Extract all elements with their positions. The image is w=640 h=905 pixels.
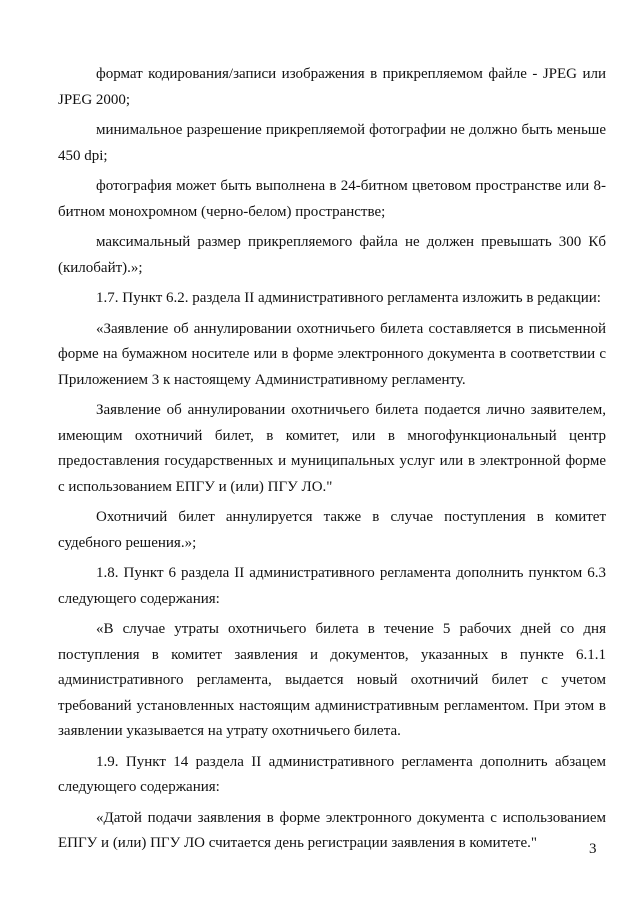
page-number: 3 (589, 841, 597, 857)
paragraph-color-space: фотография может быть выполнена в 24-битном цветовом пространстве или 8-битном монохромном (черно-белом) пространстве; (58, 178, 606, 220)
paragraph-min-resolution: минимальное разрешение прикрепляемой фотографии не должно быть меньше 450 dpi; (58, 122, 606, 164)
paragraph-clause-1-8: 1.8. Пункт 6 раздела II административного регламента дополнить пунктом 6.3 следующего содержания: (58, 565, 606, 607)
paragraph-clause-1-9: 1.9. Пункт 14 раздела II административного регламента дополнить абзацем следующего содержания: (58, 753, 606, 795)
paragraph-annulment-application-submission: Заявление об аннулировании охотничьего билета подается лично заявителем, имеющим охотничий билет, в комитет, или в многофункциональный центр предоставления государственных и муниципальных услуг или в электронной форме с использованием ЕПГУ и (или) ПГУ ЛО." (58, 402, 606, 495)
paragraph-jpeg-format: формат кодирования/записи изображения в прикрепляемом файле - JPEG или JPEG 2000; (58, 66, 606, 108)
paragraph-lost-ticket: «В случае утраты охотничьего билета в течение 5 рабочих дней со дня поступления в комитет заявления и документов, указанных в пункте 6.1.1 административного регламента, выдается новый охотничий билет с учетом требований установленных настоящим административным регламентом. При этом в заявлении указывается на утрату охотничьего билета. (58, 621, 606, 739)
paragraph-annulment-court-decision: Охотничий билет аннулируется также в случае поступления в комитет судебного решения.»; (58, 509, 606, 551)
paragraph-clause-1-7: 1.7. Пункт 6.2. раздела II административного регламента изложить в редакции: (96, 290, 601, 306)
paragraph-max-file-size: максимальный размер прикрепляемого файла не должен превышать 300 Кб (килобайт).»; (58, 234, 606, 276)
paragraph-annulment-application-form: «Заявление об аннулировании охотничьего билета составляется в письменной форме на бумажном носителе или в форме электронного документа в соответствии с Приложением 3 к настоящему Административному регламенту. (58, 320, 606, 388)
paragraph-submission-date: «Датой подачи заявления в форме электронного документа с использованием ЕПГУ и (или) ПГУ ЛО считается день регистрации заявления в комитете." (58, 809, 606, 851)
document-body (58, 62, 606, 862)
